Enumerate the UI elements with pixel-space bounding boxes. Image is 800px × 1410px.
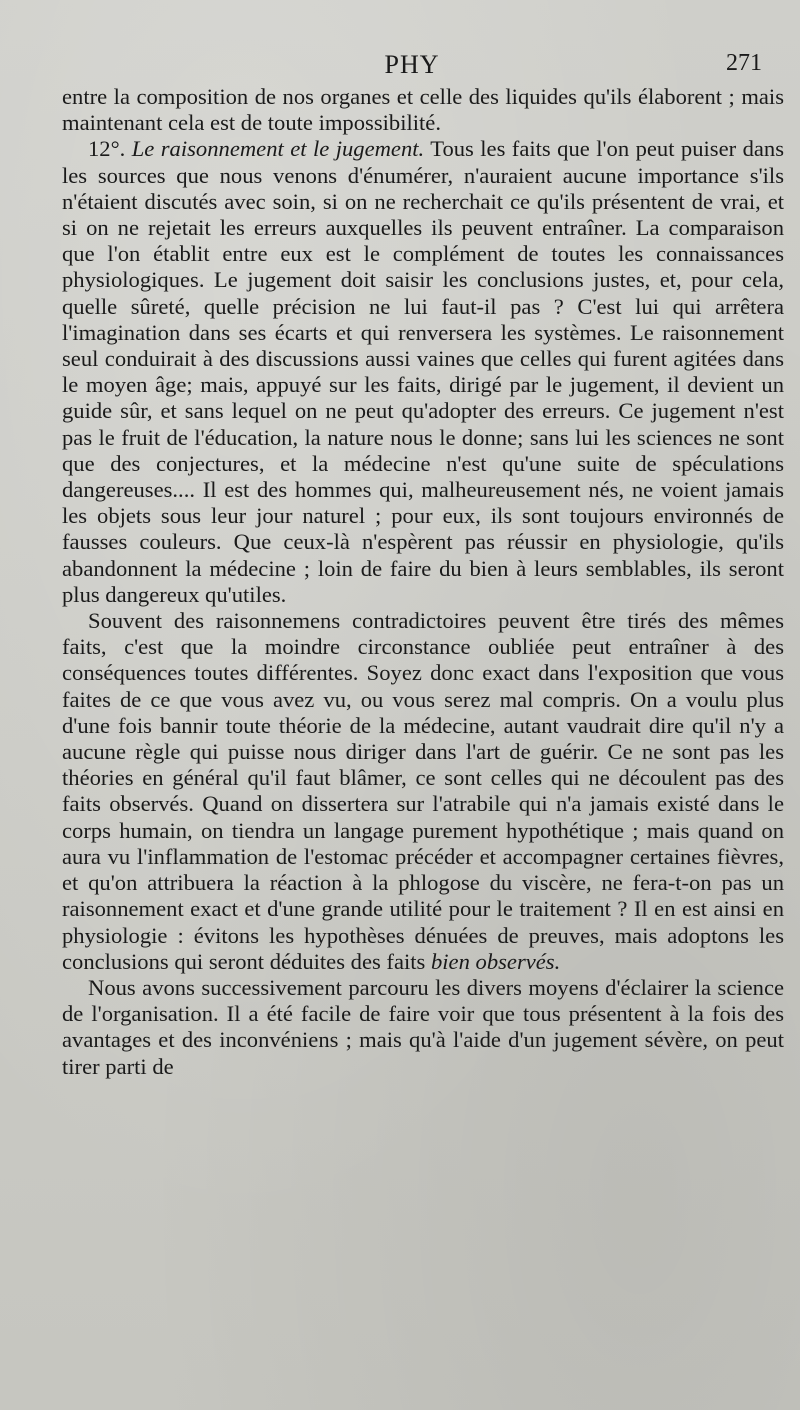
paragraph-reasoning [62, 608, 784, 975]
page-header [62, 50, 762, 86]
section-title: Le raisonnement et le jugement. [131, 136, 425, 162]
section-number: 12°. [88, 136, 126, 162]
paragraph-summary [62, 975, 784, 1080]
paragraph-section-12 [62, 136, 784, 608]
paragraph-text: Souvent des raisonnemens contradictoires peuvent être tirés des mêmes faits, c'est que la moindre circonstance oubliée peut entraîner à des conséquences toutes différentes. Soyez donc exact dans l'exposition que vous faites de ce que vous avez vu, ou vous serez mal compris. On a voulu plus d'une fois bannir toute théorie de la médecine, autant vaudrait dire qu'il n'y a aucune règle qui puisse nous diriger dans l'art de guérir. Ce ne sont pas les théories en général qu'il faut blâmer, ce sont celles qui ne découlent pas des faits observés. Quand on dissertera sur l'atrabile qui n'a jamais existé dans le corps humain, on tiendra un langage purement hypothétique ; mais quand on aura vu l'inflammation de l'estomac précéder et accompagner certaines fièvres, et qu'on attribuera la réaction à la phlogose du viscère, ne fera-t-on pas un raisonnement exact et d'une grande utilité pour le traitement ? Il en est ainsi en physiologie : évitons les hypothèses dénuées de preuves, mais adoptons les conclusions qui seront déduites des faits [62, 608, 784, 974]
paragraph-text: Nous avons successivement parcouru les divers moyens d'éclairer la science de l'organisation. Il a été facile de faire voir que tous présentent à la fois des avantages et des inconvéniens ; mais qu'à l'aide d'un jugement sévère, on peut tirer parti de [62, 974, 784, 1079]
emphasis-text: bien observés. [430, 948, 561, 974]
running-head: PHY [384, 50, 440, 79]
paragraph-continuation [62, 84, 784, 136]
page-number: 271 [726, 50, 762, 76]
paragraph-text: entre la composition de nos organes et celle des liquides qu'ils élaborent ; mais maintenant cela est de toute impossibilité. [62, 84, 784, 136]
page-body [62, 84, 784, 1080]
paragraph-text: Tous les faits que l'on peut puiser dans les sources que nous venons d'énumérer, n'auraient aucune importance s'ils n'étaient discutés avec soin, si on ne recherchait ce qu'ils présentent de vrai, et si on ne rejetait les erreurs auxquelles ils peuvent entraîner. La comparaison que l'on établit entre eux est le complément de toutes les connaissances physiologiques. Le jugement doit saisir les conclusions justes, et, pour cela, quelle sûreté, quelle précision ne lui faut-il pas ? C'est lui qui arrêtera l'imagination dans ses écarts et qui renversera les systèmes. Le raisonnement seul conduirait à des discussions aussi vaines que celles qui furent agitées dans le moyen âge; mais, appuyé sur les faits, dirigé par le jugement, il devient un guide sûr, et sans lequel on ne peut qu'adopter des erreurs. Ce jugement n'est pas le fruit de l'éducation, la nature nous le donne; sans lui les sciences ne sont que des conjectures, et la médecine n'est qu'une suite de spéculations dangereuses.... Il est des hommes qui, malheureusement nés, ne voient jamais les objets sous leur jour naturel ; pour eux, ils sont toujours environnés de fausses couleurs. Que ceux-là n'espèrent pas réussir en physiologie, qu'ils abandonnent la médecine ; loin de faire du bien à leurs semblables, ils seront plus dangereux qu'utiles. [62, 136, 785, 607]
